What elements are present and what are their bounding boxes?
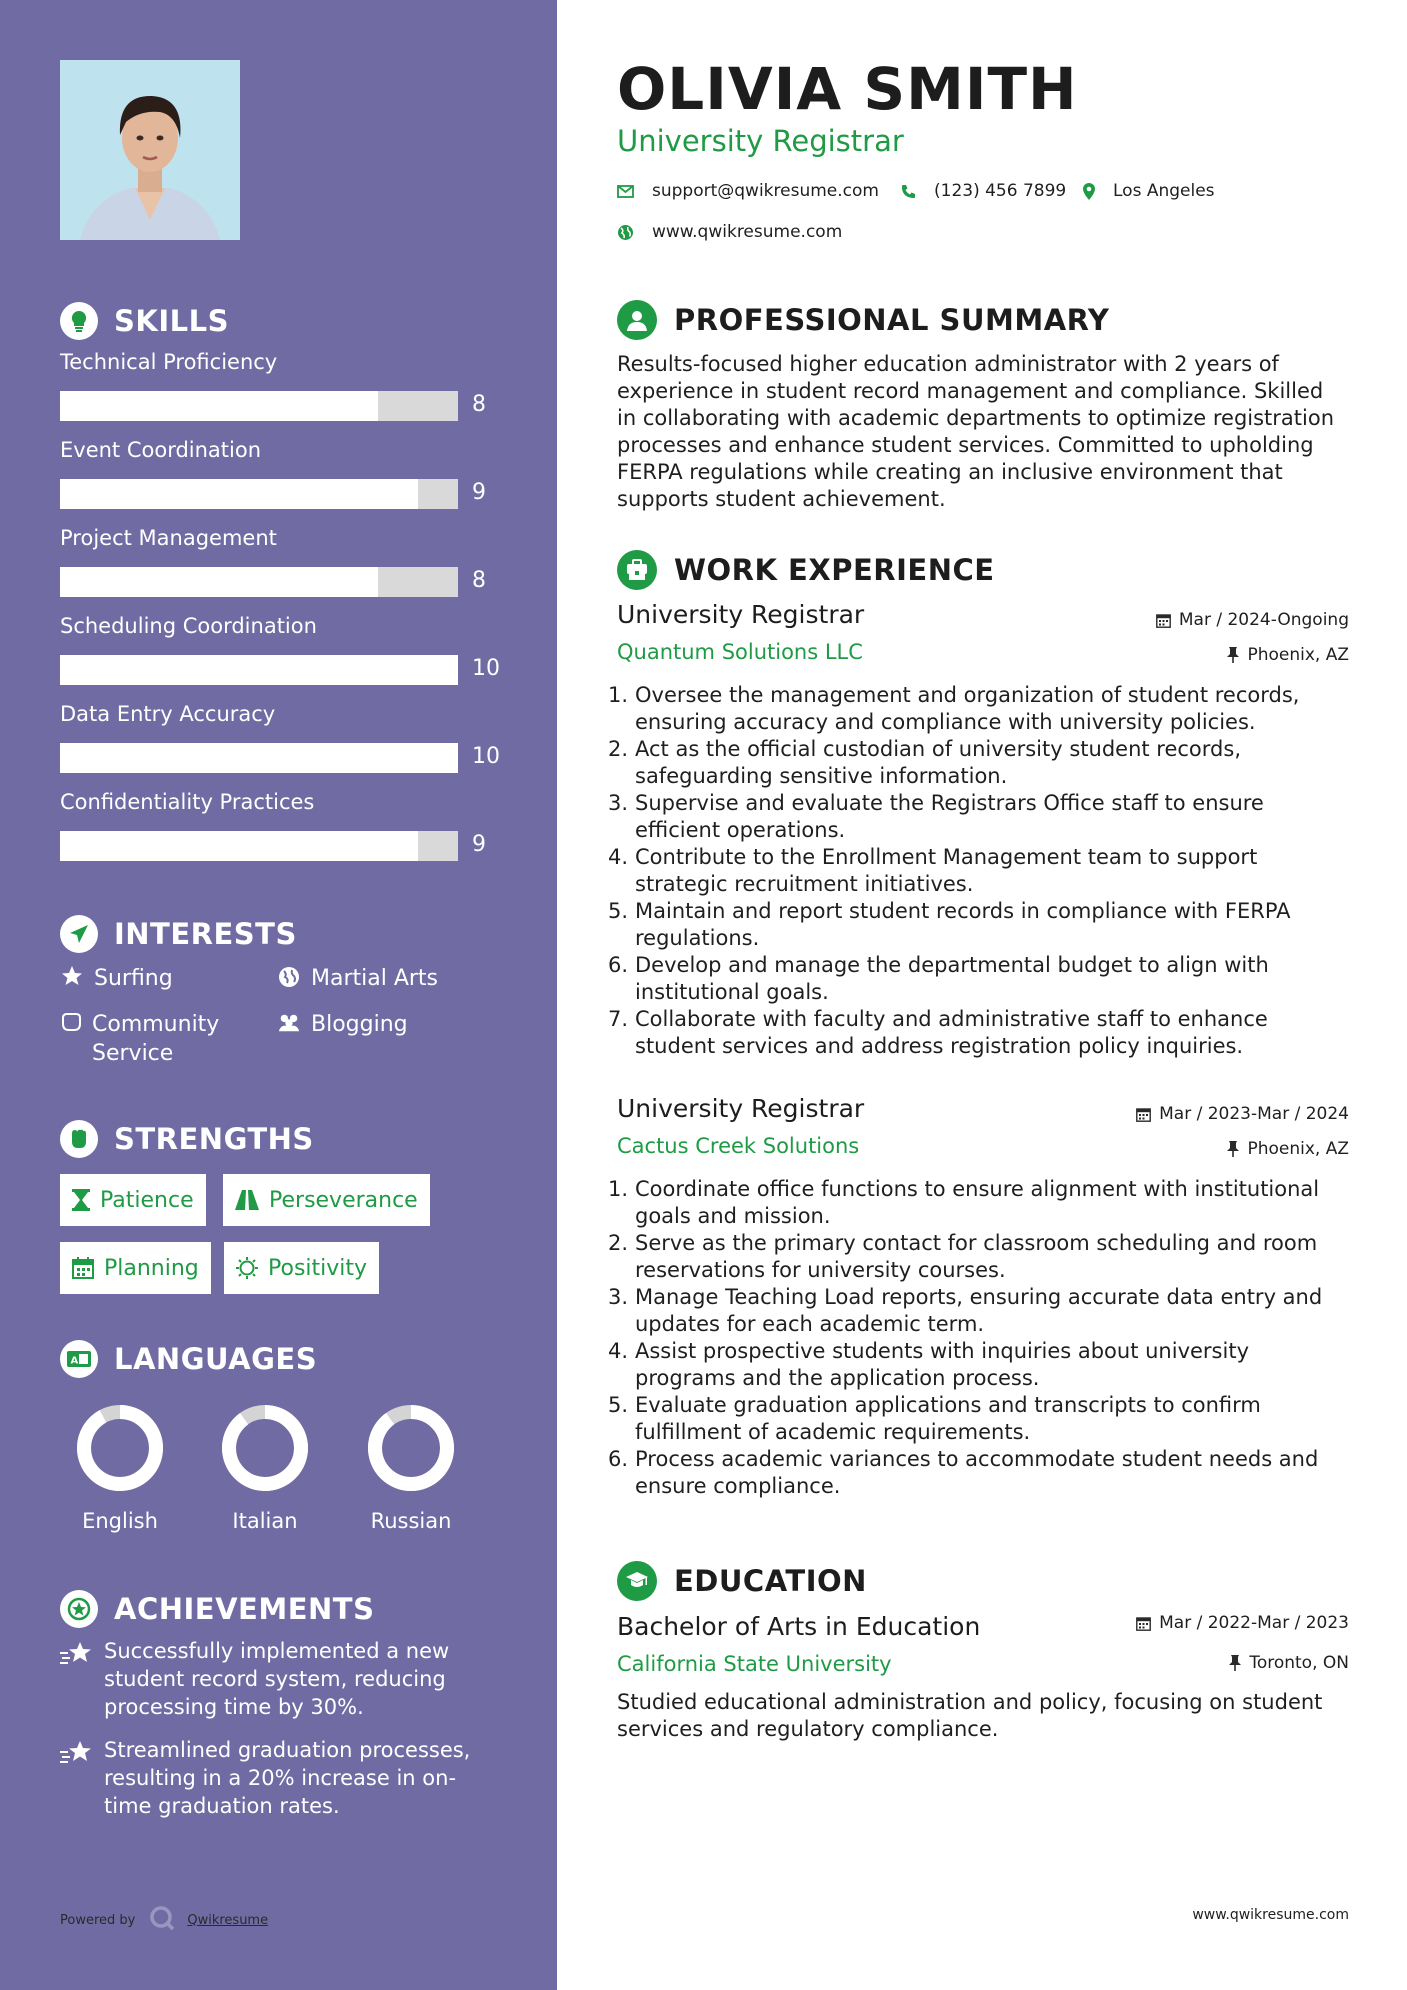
skill-bar-fill: [60, 391, 378, 421]
work-title: WORK EXPERIENCE: [674, 553, 995, 587]
languages-heading: [60, 1340, 317, 1378]
strength-tag: [224, 1242, 379, 1294]
pushpin-icon: [1229, 1655, 1241, 1671]
summary-title: PROFESSIONAL SUMMARY: [674, 303, 1110, 337]
language-name: English: [82, 1509, 158, 1533]
duty-item: [608, 1392, 1349, 1446]
duty-number: 4.: [608, 845, 629, 869]
strengths-heading: [60, 1120, 314, 1158]
duty-item: [608, 844, 1349, 898]
duty-item: [608, 952, 1349, 1006]
duty-number: 1.: [608, 683, 629, 707]
skill-item: [60, 614, 500, 681]
duty-text: Collaborate with faculty and administrative staff to enhance student services and address registration policy inquiries.: [635, 1007, 1268, 1058]
lightbulb-icon: [60, 302, 98, 340]
job-location-text: Phoenix, AZ: [1247, 1139, 1349, 1159]
powered-by: [60, 1905, 268, 1935]
website-text: www.qwikresume.com: [652, 222, 843, 242]
duty-item: [608, 736, 1349, 790]
duty-item: [608, 1176, 1349, 1230]
skill-bar: [60, 743, 458, 773]
duty-text: Process academic variances to accommodate student needs and ensure compliance.: [635, 1447, 1319, 1498]
achievement-text: Successfully implemented a new student record system, reducing processing time by 30%.: [104, 1639, 450, 1719]
interest-item: [277, 964, 438, 993]
strength-tag: [60, 1242, 211, 1294]
calendar-icon: [1156, 613, 1171, 628]
calendar-icon: [72, 1257, 94, 1279]
shooting-star-icon: [60, 1637, 92, 1721]
duty-text: Act as the official custodian of university student records, safeguarding sensitive information.: [635, 737, 1241, 788]
strength-label: Planning: [104, 1255, 199, 1281]
globe-icon: [617, 224, 634, 241]
language-name: Italian: [232, 1509, 298, 1533]
skill-bar-fill: [60, 743, 458, 773]
duty-text: Oversee the management and organization of student records, ensuring accuracy and compliance with university policies.: [635, 683, 1300, 734]
skill-bar-fill: [60, 567, 378, 597]
strength-tag: [223, 1174, 430, 1226]
graduation-icon: [617, 1561, 657, 1601]
skill-bar: [60, 479, 458, 509]
job-company: Cactus Creek Solutions: [617, 1134, 860, 1158]
hand-icon: [60, 1010, 82, 1032]
envelope-icon: [617, 185, 634, 198]
job-dates: [1136, 1104, 1349, 1124]
duty-item: [608, 1446, 1349, 1500]
phone-text: (123) 456 7899: [934, 181, 1067, 201]
summary-text: Results-focused higher education administrator with 2 years of experience in student record management and compliance. Skilled in collaborating with academic departments to optimize registration processes and enhance student services. Committed to upholding FERPA regulations while creating an inclusive environment that supports student achievement.: [617, 352, 1335, 511]
interest-label: Surfing: [94, 966, 173, 991]
achievement-item: [60, 1736, 500, 1820]
interests-title: INTERESTS: [114, 917, 297, 951]
sidebar: [0, 0, 557, 1990]
skill-bar: [60, 655, 458, 685]
education-heading: [617, 1561, 867, 1601]
contact-website[interactable]: [617, 222, 842, 242]
sun-icon: [236, 1257, 258, 1279]
email-text: support@qwikresume.com: [652, 181, 879, 201]
duty-number: 2.: [608, 1231, 629, 1255]
strength-label: Patience: [100, 1187, 194, 1213]
job-location: [1227, 1139, 1349, 1159]
translate-icon: [60, 1340, 98, 1378]
candidate-name: OLIVIA SMITH: [617, 55, 1078, 123]
skill-bar: [60, 567, 458, 597]
duty-item: [608, 898, 1349, 952]
skill-item: [60, 350, 500, 417]
skill-item: [60, 702, 500, 769]
strength-label: Positivity: [268, 1255, 368, 1281]
interest-item: [60, 1010, 240, 1068]
skill-item: [60, 790, 500, 857]
language-item: [60, 1403, 180, 1533]
language-item: [205, 1403, 325, 1533]
duty-number: 3.: [608, 1285, 629, 1309]
education-location-text: Toronto, ON: [1249, 1653, 1349, 1673]
skills-title: SKILLS: [114, 304, 229, 338]
hourglass-icon: [72, 1189, 90, 1211]
interest-item: [277, 1010, 408, 1039]
skill-bar: [60, 831, 458, 861]
candidate-role: University Registrar: [617, 124, 904, 158]
language-item: [351, 1403, 471, 1533]
interest-label: Martial Arts: [311, 966, 439, 991]
education-description: Studied educational administration and policy, focusing on student services and regulatory compliance.: [617, 1690, 1323, 1741]
duty-item: [608, 1284, 1349, 1338]
job-title: University Registrar: [617, 1094, 865, 1123]
school-name: California State University: [617, 1652, 892, 1676]
location-text: Los Angeles: [1113, 181, 1215, 201]
skill-name: Scheduling Coordination: [60, 614, 317, 638]
road-icon: [235, 1190, 259, 1210]
education-dates-text: Mar / 2022-Mar / 2023: [1159, 1613, 1349, 1633]
skill-item: [60, 438, 500, 505]
duty-text: Supervise and evaluate the Registrars Office staff to ensure efficient operations.: [635, 791, 1264, 842]
duty-text: Serve as the primary contact for classroom scheduling and room reservations for university courses.: [635, 1231, 1318, 1282]
pushpin-icon: [1227, 647, 1239, 663]
contact-phone[interactable]: [901, 181, 1066, 201]
map-pin-icon: [1083, 183, 1095, 200]
education-location: [1229, 1653, 1349, 1673]
interest-item: [60, 964, 173, 993]
languages-title: LANGUAGES: [114, 1342, 318, 1376]
job-dates-text: Mar / 2024-Ongoing: [1178, 610, 1349, 630]
calendar-icon: [1136, 1616, 1151, 1631]
qwikresume-logo-icon: [149, 1905, 175, 1935]
skill-name: Technical Proficiency: [60, 350, 278, 374]
contact-email[interactable]: [617, 181, 879, 201]
fist-icon: [60, 1120, 98, 1158]
job-duties: [608, 682, 1349, 1060]
language-ring: [205, 1403, 325, 1493]
language-ring-fill: [84, 1412, 156, 1484]
duty-text: Assist prospective students with inquiries about university programs and the application process.: [635, 1339, 1249, 1390]
skill-name: Event Coordination: [60, 438, 262, 462]
duty-item: [608, 1338, 1349, 1392]
star-icon: [60, 964, 84, 986]
strength-label: Perseverance: [269, 1187, 418, 1213]
strengths-title: STRENGTHS: [114, 1122, 314, 1156]
award-star-icon: [60, 1590, 98, 1628]
duty-text: Maintain and report student records in compliance with FERPA regulations.: [635, 899, 1291, 950]
duty-item: [608, 1006, 1349, 1060]
duty-text: Evaluate graduation applications and transcripts to confirm fulfillment of academic requirements.: [635, 1393, 1261, 1444]
duty-item: [608, 682, 1349, 736]
duty-number: 2.: [608, 737, 629, 761]
skill-value: 8: [472, 568, 486, 593]
briefcase-icon: [617, 550, 657, 590]
pushpin-icon: [1227, 1141, 1239, 1157]
qwikresume-link[interactable]: Qwikresume: [187, 1912, 269, 1928]
duty-number: 7.: [608, 1007, 629, 1031]
achievement-text: Streamlined graduation processes, resulting in a 20% increase in on-time graduation rates.: [104, 1738, 471, 1818]
job-company: Quantum Solutions LLC: [617, 640, 863, 664]
powered-by-label: Powered by: [60, 1912, 136, 1928]
skill-bar-fill: [60, 479, 418, 509]
skill-value: 10: [472, 656, 500, 681]
achievements-title: ACHIEVEMENTS: [114, 1592, 375, 1626]
skill-name: Project Management: [60, 526, 277, 550]
duty-number: 3.: [608, 791, 629, 815]
job-location-text: Phoenix, AZ: [1247, 645, 1349, 665]
duty-text: Manage Teaching Load reports, ensuring accurate data entry and updates for each academic term.: [635, 1285, 1323, 1336]
svg-text:A: A: [70, 1355, 79, 1367]
job-location: [1227, 645, 1349, 665]
skill-value: 10: [472, 744, 500, 769]
skill-name: Confidentiality Practices: [60, 790, 315, 814]
education-dates: [1136, 1613, 1349, 1633]
job-title: University Registrar: [617, 600, 865, 629]
interests-heading: [60, 915, 297, 953]
contact-location: [1083, 181, 1215, 201]
duty-item: [608, 1230, 1349, 1284]
duty-number: 5.: [608, 899, 629, 923]
calendar-icon: [1136, 1107, 1151, 1122]
duty-number: 6.: [608, 953, 629, 977]
education-title: EDUCATION: [674, 1564, 867, 1598]
duty-number: 1.: [608, 1177, 629, 1201]
duty-item: [608, 790, 1349, 844]
user-icon: [617, 300, 657, 340]
summary-heading: [617, 300, 1109, 340]
globe-icon: [277, 964, 301, 988]
language-ring: [351, 1403, 471, 1493]
language-ring-fill: [229, 1412, 301, 1484]
duty-number: 4.: [608, 1339, 629, 1363]
interest-label: Community Service: [92, 1012, 220, 1066]
phone-icon: [901, 184, 916, 199]
skill-name: Data Entry Accuracy: [60, 702, 276, 726]
shooting-star-icon: [60, 1736, 92, 1820]
skill-bar-fill: [60, 831, 418, 861]
strength-tag: [60, 1174, 206, 1226]
duty-text: Contribute to the Enrollment Management team to support strategic recruitment initiatives.: [635, 845, 1258, 896]
language-ring-fill: [375, 1412, 447, 1484]
duty-text: Coordinate office functions to ensure alignment with institutional goals and mission.: [635, 1177, 1320, 1228]
interest-label: Blogging: [311, 1012, 408, 1037]
skill-bar-fill: [60, 655, 458, 685]
degree-title: Bachelor of Arts in Education: [617, 1612, 981, 1641]
language-ring: [60, 1403, 180, 1493]
language-name: Russian: [370, 1509, 452, 1533]
achievement-item: [60, 1637, 500, 1721]
paper-plane-icon: [60, 915, 98, 953]
achievements-heading: [60, 1590, 374, 1628]
skill-item: [60, 526, 500, 593]
work-heading: [617, 550, 995, 590]
skill-value: 9: [472, 480, 486, 505]
footer-url[interactable]: www.qwikresume.com: [1192, 1907, 1349, 1923]
job-dates-text: Mar / 2023-Mar / 2024: [1159, 1104, 1349, 1124]
duty-number: 5.: [608, 1393, 629, 1417]
users-icon: [277, 1010, 301, 1034]
duty-number: 6.: [608, 1447, 629, 1471]
skill-value: 8: [472, 392, 486, 417]
job-duties: [608, 1176, 1349, 1500]
skills-heading: [60, 302, 229, 340]
skill-value: 9: [472, 832, 486, 857]
profile-photo: [60, 60, 240, 240]
job-dates: [1156, 610, 1349, 630]
duty-text: Develop and manage the departmental budget to align with institutional goals.: [635, 953, 1269, 1004]
skill-bar: [60, 391, 458, 421]
